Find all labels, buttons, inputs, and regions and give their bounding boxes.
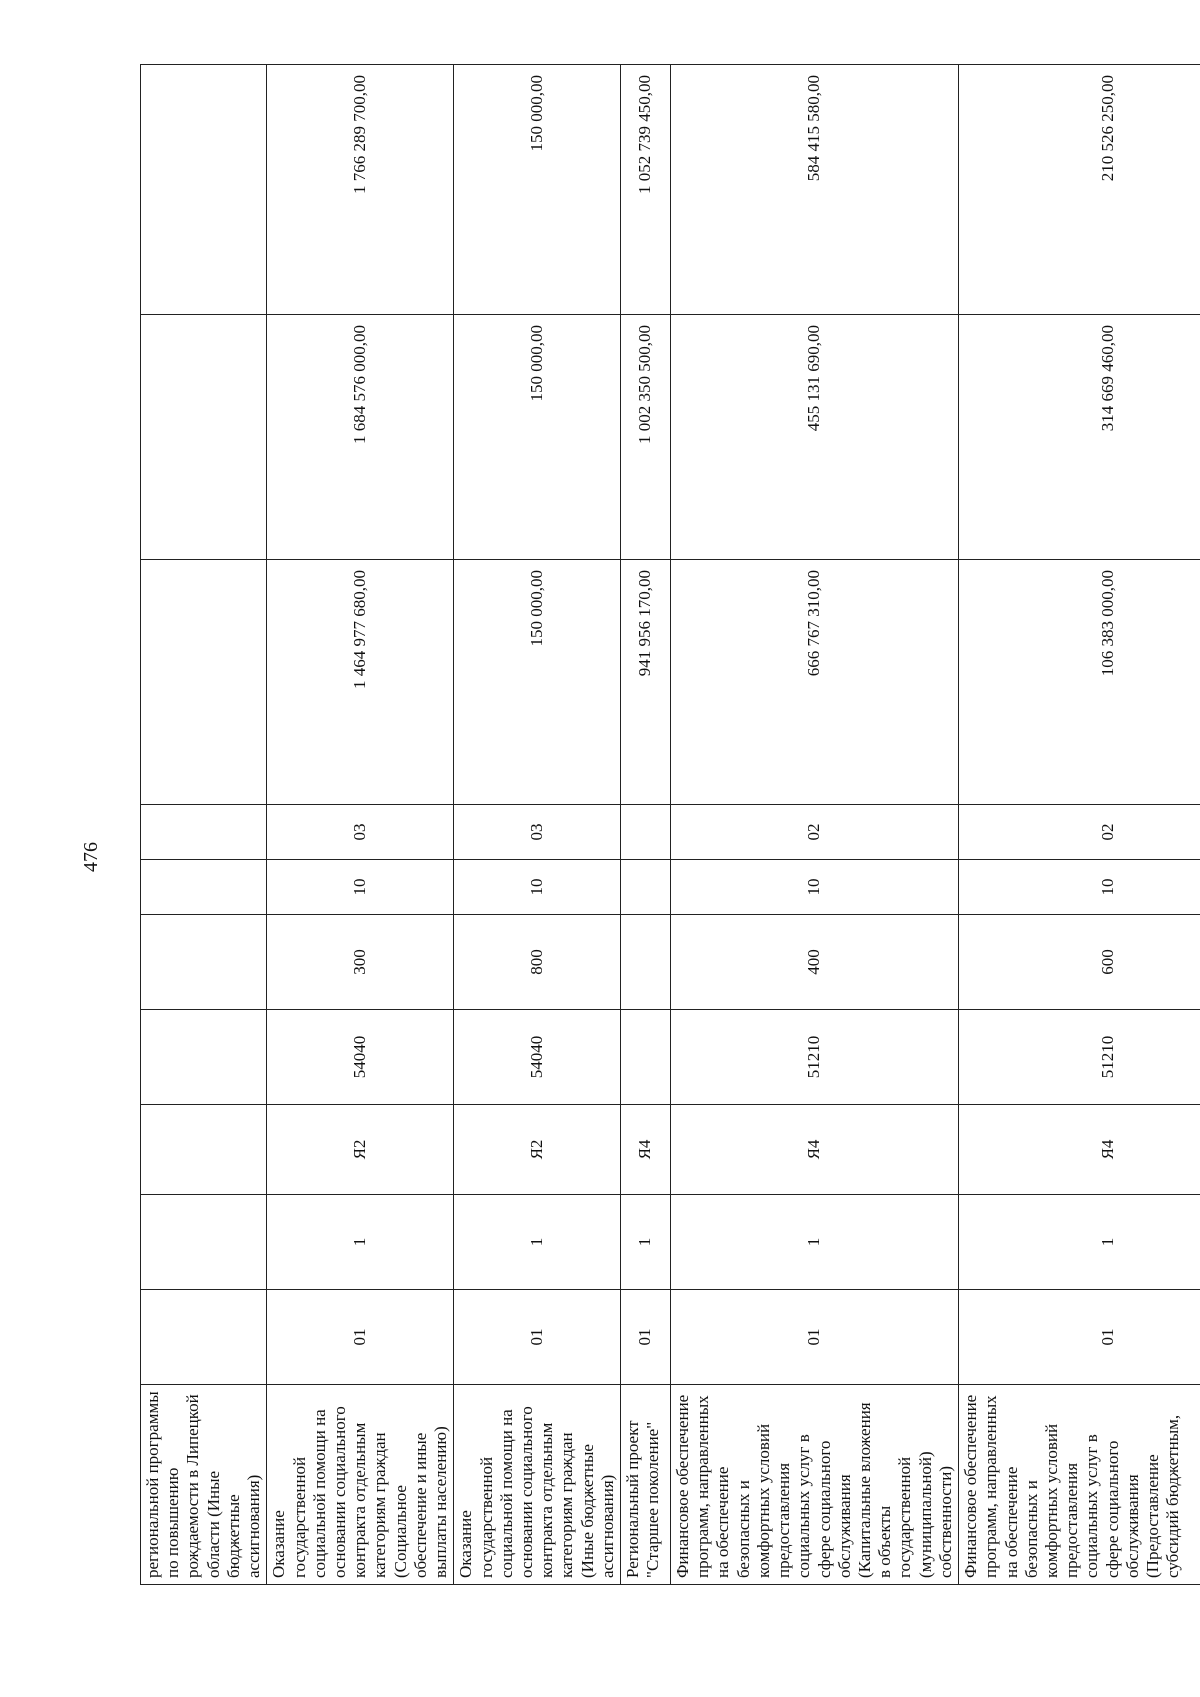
table-row (141, 65, 267, 1585)
cell-value-3: 584 415 580,00 (671, 65, 959, 315)
cell-c6: 10 (671, 860, 959, 915)
cell-c2: 1 (621, 1195, 671, 1290)
cell-c7: 03 (454, 805, 621, 860)
cell-c2: 1 (267, 1195, 454, 1290)
cell-value-1: 666 767 310,00 (671, 560, 959, 805)
cell-c5: 400 (671, 915, 959, 1010)
cell-c4: 54040 (454, 1010, 621, 1105)
cell-value-2: 455 131 690,00 (671, 315, 959, 560)
cell-value-3: 150 000,00 (454, 65, 621, 315)
cell-c2: 1 (671, 1195, 959, 1290)
cell-value-1: 150 000,00 (454, 560, 621, 805)
row-name: Региональный проект "Старшее поколение" (621, 1385, 671, 1585)
cell-c4: 51210 (959, 1010, 1200, 1105)
cell-value-3: 1 766 289 700,00 (267, 65, 454, 315)
table-row (671, 65, 959, 1585)
cell-value-2: 314 669 460,00 (959, 315, 1200, 560)
cell-c6 (621, 860, 671, 915)
cell-c3: Я2 (267, 1105, 454, 1195)
row-name: Оказание государственной социальной помощи на основании социального контракта отдельным категориям граждан (Социальное обеспечение и иные выплаты населению) (267, 1385, 454, 1585)
cell-c5 (621, 915, 671, 1010)
cell-c1: 01 (671, 1290, 959, 1385)
cell-value-3: 1 052 739 450,00 (621, 65, 671, 315)
cell-c2: 1 (454, 1195, 621, 1290)
cell-value-1: 941 956 170,00 (621, 560, 671, 805)
cell-value-3 (141, 65, 267, 315)
cell-c6: 10 (454, 860, 621, 915)
cell-c5: 300 (267, 915, 454, 1010)
cell-c3: Я4 (671, 1105, 959, 1195)
row-name: Финансовое обеспечение программ, направленных на обеспечение безопасных и комфортных условий предоставления социальных услуг в сфере социального обслуживания (Предоставление субсидий бюджетным, (959, 1385, 1200, 1585)
page-number: 476 (80, 842, 102, 872)
row-name: региональной программы по повышению рождаемости в Липецкой области (Иные бюджетные ассигнования) (141, 1385, 267, 1585)
cell-c3: Я4 (621, 1105, 671, 1195)
cell-c1: 01 (621, 1290, 671, 1385)
cell-value-2: 1 002 350 500,00 (621, 315, 671, 560)
cell-c4: 51210 (671, 1010, 959, 1105)
cell-c4 (141, 1010, 267, 1105)
table-row (267, 65, 454, 1585)
cell-c7 (621, 805, 671, 860)
cell-c1: 01 (959, 1290, 1200, 1385)
cell-c7 (141, 805, 267, 860)
cell-c3: Я2 (454, 1105, 621, 1195)
cell-value-2: 1 684 576 000,00 (267, 315, 454, 560)
cell-c4 (621, 1010, 671, 1105)
cell-value-3: 210 526 250,00 (959, 65, 1200, 315)
cell-c5: 600 (959, 915, 1200, 1010)
cell-c7: 02 (671, 805, 959, 860)
cell-c1: 01 (267, 1290, 454, 1385)
table-row (621, 65, 671, 1585)
cell-c6 (141, 860, 267, 915)
cell-value-1: 106 383 000,00 (959, 560, 1200, 805)
cell-c1: 01 (454, 1290, 621, 1385)
budget-table (140, 64, 1200, 1585)
table-row (454, 65, 621, 1585)
cell-value-2 (141, 315, 267, 560)
cell-value-2: 150 000,00 (454, 315, 621, 560)
cell-c7: 03 (267, 805, 454, 860)
cell-value-1 (141, 560, 267, 805)
cell-c1 (141, 1290, 267, 1385)
cell-value-1: 1 464 977 680,00 (267, 560, 454, 805)
cell-c6: 10 (267, 860, 454, 915)
cell-c5 (141, 915, 267, 1010)
cell-c2: 1 (959, 1195, 1200, 1290)
cell-c3: Я4 (959, 1105, 1200, 1195)
cell-c7: 02 (959, 805, 1200, 860)
cell-c2 (141, 1195, 267, 1290)
cell-c6: 10 (959, 860, 1200, 915)
row-name: Оказание государственной социальной помощи на основании социального контракта отдельным категориям граждан (Иные бюджетные ассигнования) (454, 1385, 621, 1585)
cell-c4: 54040 (267, 1010, 454, 1105)
cell-c5: 800 (454, 915, 621, 1010)
row-name: Финансовое обеспечение программ, направленных на обеспечение безопасных и комфортных условий предоставления социальных услуг в сфере социального обслуживания (Капитальные вложения в объекты государственной (муниципальной) собственности) (671, 1385, 959, 1585)
table-row (959, 65, 1200, 1585)
cell-c3 (141, 1105, 267, 1195)
